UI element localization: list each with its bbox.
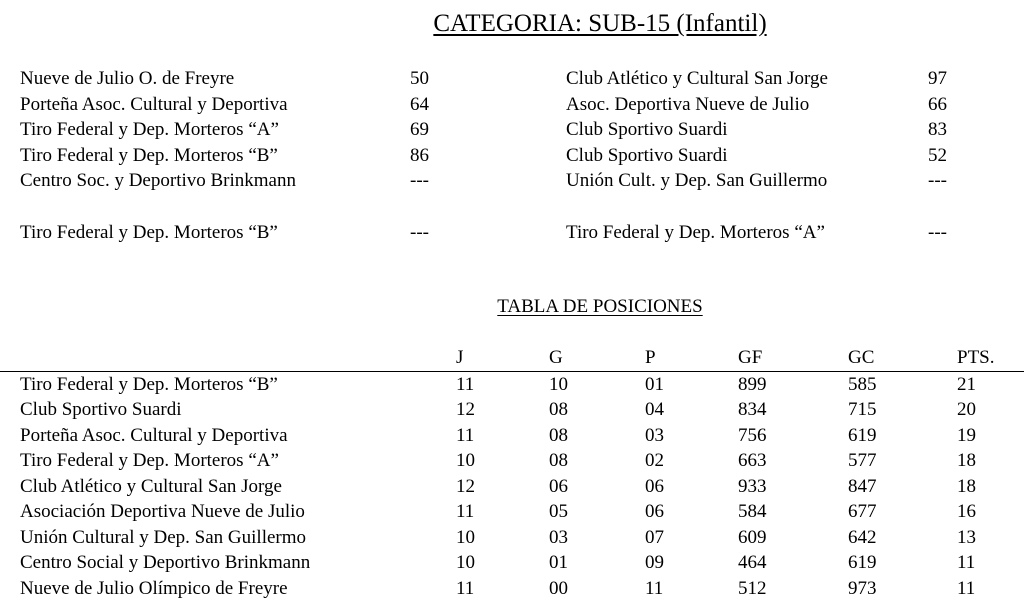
result-team: Tiro Federal y Dep. Morteros “B” [20, 222, 278, 243]
result-score: 66 [928, 94, 947, 115]
cell-p: 06 [645, 476, 664, 497]
result-score: 69 [410, 119, 429, 140]
table-row [0, 576, 1024, 602]
cell-pts: 21 [957, 374, 976, 395]
result-team: Asoc. Deportiva Nueve de Julio [566, 94, 810, 115]
result-team: Nueve de Julio O. de Freyre [20, 68, 235, 89]
cell-gc: 677 [848, 501, 877, 522]
team-name: Centro Social y Deportivo Brinkmann [20, 552, 311, 573]
cell-gc: 973 [848, 578, 877, 599]
cell-g: 03 [549, 527, 568, 548]
team-name: Tiro Federal y Dep. Morteros “B” [20, 374, 278, 395]
table-row [0, 499, 1024, 525]
header-p: P [645, 347, 656, 368]
cell-g: 08 [549, 399, 568, 420]
result-team: Club Atlético y Cultural San Jorge [566, 68, 828, 89]
standings-title: TABLA DE POSICIONES [497, 296, 703, 317]
cell-gf: 834 [738, 399, 767, 420]
team-name: Nueve de Julio Olímpico de Freyre [20, 578, 288, 599]
cell-j: 12 [456, 399, 475, 420]
team-name: Asociación Deportiva Nueve de Julio [20, 501, 305, 522]
cell-g: 10 [549, 374, 568, 395]
result-score: --- [928, 170, 947, 191]
result-score: --- [928, 222, 947, 243]
team-name: Porteña Asoc. Cultural y Deportiva [20, 425, 288, 446]
cell-gf: 609 [738, 527, 767, 548]
cell-g: 05 [549, 501, 568, 522]
header-gc: GC [848, 347, 875, 368]
header-pts: PTS. [957, 347, 995, 368]
cell-pts: 11 [957, 552, 976, 573]
cell-gc: 619 [848, 552, 877, 573]
table-row [0, 525, 1024, 551]
cell-gf: 464 [738, 552, 767, 573]
result-score: 86 [410, 145, 429, 166]
header-j: J [456, 347, 464, 368]
page-title: CATEGORIA: SUB-15 (Infantil) [433, 10, 767, 37]
cell-gc: 715 [848, 399, 877, 420]
cell-p: 04 [645, 399, 664, 420]
cell-gf: 512 [738, 578, 767, 599]
table-row [0, 550, 1024, 576]
cell-pts: 20 [957, 399, 976, 420]
cell-g: 08 [549, 450, 568, 471]
header-g: G [549, 347, 563, 368]
cell-gf: 899 [738, 374, 767, 395]
cell-g: 01 [549, 552, 568, 573]
team-name: Tiro Federal y Dep. Morteros “A” [20, 450, 279, 471]
cell-p: 01 [645, 374, 664, 395]
result-team: Porteña Asoc. Cultural y Deportiva [20, 94, 288, 115]
result-team: Tiro Federal y Dep. Morteros “A” [566, 222, 825, 243]
result-team: Unión Cult. y Dep. San Guillermo [566, 170, 828, 191]
table-row [0, 448, 1024, 474]
table-header-row [0, 345, 1024, 372]
cell-p: 09 [645, 552, 664, 573]
cell-j: 10 [456, 527, 475, 548]
cell-pts: 19 [957, 425, 976, 446]
cell-j: 11 [456, 374, 475, 395]
cell-p: 06 [645, 501, 664, 522]
result-score: 64 [410, 94, 429, 115]
result-score: 83 [928, 119, 947, 140]
table-row [0, 474, 1024, 500]
cell-pts: 13 [957, 527, 976, 548]
team-name: Club Atlético y Cultural San Jorge [20, 476, 282, 497]
cell-j: 10 [456, 450, 475, 471]
cell-gc: 577 [848, 450, 877, 471]
cell-g: 08 [549, 425, 568, 446]
cell-pts: 18 [957, 476, 976, 497]
result-team: Centro Soc. y Deportivo Brinkmann [20, 170, 296, 191]
cell-p: 02 [645, 450, 664, 471]
cell-pts: 11 [957, 578, 976, 599]
cell-p: 03 [645, 425, 664, 446]
cell-gf: 663 [738, 450, 767, 471]
cell-gf: 584 [738, 501, 767, 522]
result-score: 97 [928, 68, 947, 89]
team-name: Club Sportivo Suardi [20, 399, 182, 420]
cell-j: 11 [456, 501, 475, 522]
header-gf: GF [738, 347, 763, 368]
result-score: 50 [410, 68, 429, 89]
result-score: --- [410, 222, 429, 243]
cell-p: 07 [645, 527, 664, 548]
cell-gf: 756 [738, 425, 767, 446]
result-team: Tiro Federal y Dep. Morteros “B” [20, 145, 278, 166]
cell-gc: 585 [848, 374, 877, 395]
result-score: 52 [928, 145, 947, 166]
cell-g: 06 [549, 476, 568, 497]
cell-j: 12 [456, 476, 475, 497]
cell-g: 00 [549, 578, 568, 599]
result-team: Tiro Federal y Dep. Morteros “A” [20, 119, 279, 140]
cell-gc: 642 [848, 527, 877, 548]
table-row [0, 372, 1024, 398]
team-name: Unión Cultural y Dep. San Guillermo [20, 527, 307, 548]
cell-gf: 933 [738, 476, 767, 497]
table-row [0, 423, 1024, 449]
result-team: Club Sportivo Suardi [566, 119, 728, 140]
result-team: Club Sportivo Suardi [566, 145, 728, 166]
cell-p: 11 [645, 578, 664, 599]
cell-j: 10 [456, 552, 475, 573]
cell-pts: 18 [957, 450, 976, 471]
cell-j: 11 [456, 425, 475, 446]
result-score: --- [410, 170, 429, 191]
cell-pts: 16 [957, 501, 976, 522]
cell-gc: 847 [848, 476, 877, 497]
cell-j: 11 [456, 578, 475, 599]
cell-gc: 619 [848, 425, 877, 446]
table-row [0, 397, 1024, 423]
